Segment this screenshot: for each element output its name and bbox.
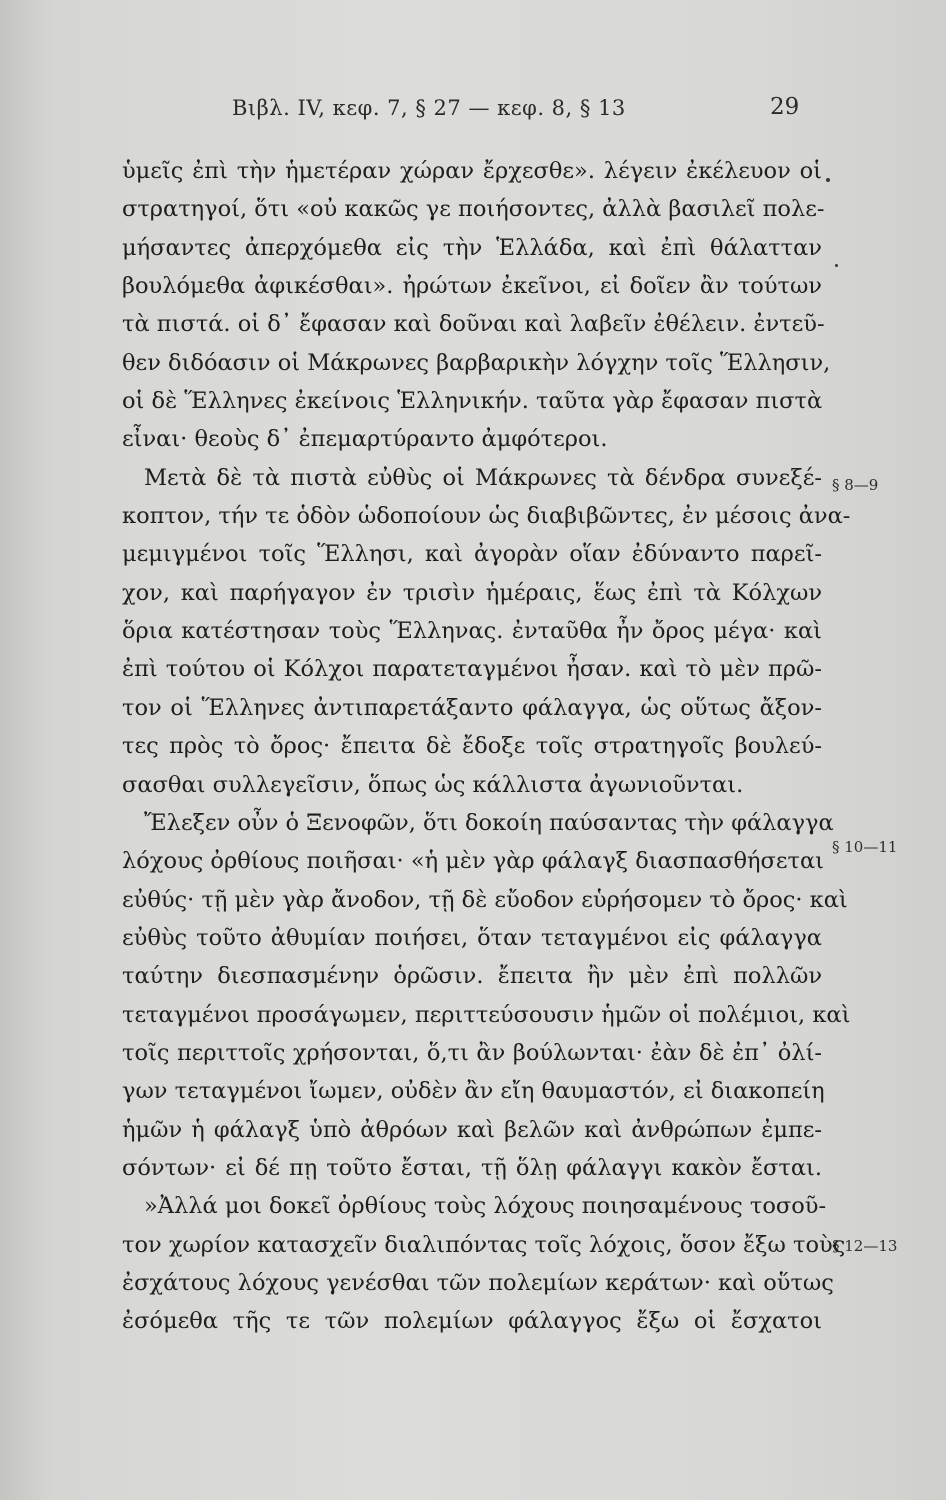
text-line: ἡμῶν ἡ φάλαγξ ὑπὸ ἀθρόων καὶ βελῶν καὶ ἀνθρώπων ἐμπε- (122, 1116, 822, 1143)
page-number: 29 (770, 94, 800, 120)
text-line: ταύτην διεσπασμένην ὁρῶσιν. ἔπειτα ἢν μὲν ἐπὶ πολλῶν (122, 963, 822, 990)
text-line: βουλόμεθα ἀφικέσθαι». ἠρώτων ἐκεῖνοι, εἰ δοῖεν ἂν τούτων (122, 273, 822, 300)
text-line: Ἔλεξεν οὖν ὁ Ξενοφῶν, ὅτι δοκοίη παύσαντας τὴν φάλαγγα (144, 809, 834, 836)
text-line: ἐσόμεθα τῆς τε τῶν πολεμίων φάλαγγος ἔξω οἱ ἔσχατοι (122, 1308, 822, 1335)
text-line: σόντων· εἰ δέ πῃ τοῦτο ἔσται, τῇ ὅλῃ φάλαγγι κακὸν ἔσται. (122, 1154, 822, 1181)
text-line: ἐσχάτους λόχους γενέσθαι τῶν πολεμίων κεράτων· καὶ οὕτως (122, 1269, 834, 1296)
text-line: σασθαι συλλεγεῖσιν, ὅπως ὡς κάλλιστα ἀγωνιοῦνται. (122, 771, 744, 798)
paper-speck (835, 264, 838, 267)
text-line: οἱ δὲ Ἕλληνες ἐκείνοις Ἑλληνικήν. ταῦτα γὰρ ἔφασαν πιστὰ (122, 388, 823, 415)
margin-note-section: § 10—11 (832, 838, 898, 856)
running-head: Βιβλ. IV, κεφ. 7, § 27 — κεφ. 8, § 13 (232, 96, 626, 120)
text-line: χον, καὶ παρήγαγον ἐν τρισὶν ἡμέραις, ἕως ἐπὶ τὰ Κόλχων (122, 579, 822, 606)
paper-speck (826, 178, 830, 182)
text-line: θεν διδόασιν οἱ Μάκρωνες βαρβαρικὴν λόγχην τοῖς Ἕλλησιν, (122, 349, 831, 376)
text-line: »Ἀλλά μοι δοκεῖ ὀρθίους τοὺς λόχους ποιησαμένους τοσοῦ- (144, 1193, 827, 1220)
text-line: στρατηγοί, ὅτι «οὐ κακῶς γε ποιήσοντες, ἀλλὰ βασιλεῖ πολε- (122, 196, 825, 223)
text-line: Μετὰ δὲ τὰ πιστὰ εὐθὺς οἱ Μάκρωνες τὰ δένδρα συνεξέ- (144, 464, 822, 491)
margin-note-section: § 8—9 (832, 476, 879, 494)
text-line: εὐθὺς τοῦτο ἀθυμίαν ποιήσει, ὅταν τεταγμένοι εἰς φάλαγγα (122, 924, 822, 951)
text-line: μεμιγμένοι τοῖς Ἕλλησι, καὶ ἀγορὰν οἵαν ἐδύναντο παρεῖ- (122, 541, 822, 568)
text-line: τεταγμένοι προσάγωμεν, περιττεύσουσιν ἡμῶν οἱ πολέμιοι, καὶ (122, 1001, 851, 1028)
text-line: τοῖς περιττοῖς χρήσονται, ὅ,τι ἂν βούλωνται· ἐὰν δὲ ἐπ᾿ ὀλί- (122, 1039, 822, 1066)
text-line: τον χωρίον κατασχεῖν διαλιπόντας τοῖς λόχοις, ὅσον ἔξω τοὺς (122, 1231, 846, 1258)
text-line: γων τεταγμένοι ἴωμεν, οὐδὲν ἂν εἴη θαυμαστόν, εἰ διακοπείη (122, 1078, 825, 1105)
text-line: τον οἱ Ἕλληνες ἀντιπαρετάξαντο φάλαγγα, ὡς οὕτως ἄξον- (122, 694, 822, 721)
text-line: κοπτον, τήν τε ὁδὸν ὡδοποίουν ὡς διαβιβῶντες, ἐν μέσοις ἀνα- (122, 503, 851, 530)
text-line: ὅρια κατέστησαν τοὺς Ἕλληνας. ἐνταῦθα ἦν ὄρος μέγα· καὶ (122, 618, 822, 645)
text-line: μήσαντες ἀπερχόμεθα εἰς τὴν Ἑλλάδα, καὶ ἐπὶ θάλατταν (122, 234, 822, 261)
text-line: ἐπὶ τούτου οἱ Κόλχοι παρατεταγμένοι ἦσαν. καὶ τὸ μὲν πρῶ- (122, 656, 822, 683)
text-line: τες πρὸς τὸ ὄρος· ἔπειτα δὲ ἔδοξε τοῖς στρατηγοῖς βουλεύ- (122, 733, 822, 760)
body-text (122, 152, 851, 1341)
text-line: ὑμεῖς ἐπὶ τὴν ἡμετέραν χώραν ἔρχεσθε». λέγειν ἐκέλευον οἱ (122, 158, 822, 184)
margin-note-section: § 12—13 (832, 1237, 898, 1255)
page-header (0, 90, 946, 130)
text-line: λόχους ὀρθίους ποιῆσαι· «ἡ μὲν γὰρ φάλαγξ διασπασθήσεται (122, 848, 824, 875)
text-line: τὰ πιστά. οἱ δ᾿ ἔφασαν καὶ δοῦναι καὶ λαβεῖν ἐθέλειν. ἐντεῦ- (122, 311, 825, 338)
text-line: εὐθύς· τῇ μὲν γὰρ ἄνοδον, τῇ δὲ εὔοδον εὑρήσομεν τὸ ὄρος· καὶ (122, 886, 848, 913)
text-line: εἶναι· θεοὺς δ᾿ ἐπεμαρτύραντο ἀμφότεροι. (122, 426, 608, 453)
